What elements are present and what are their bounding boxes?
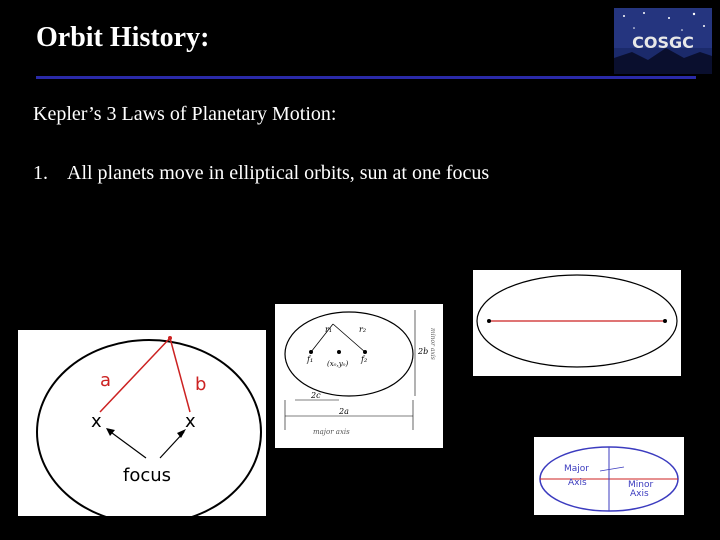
label-r1: r₁ [325, 325, 333, 334]
title-underline [36, 76, 696, 79]
list-text: All planets move in elliptical orbits, sun at one focus [67, 162, 490, 184]
label-2a: 2a [339, 407, 349, 416]
focus-caption: focus [123, 465, 172, 486]
label-center: (x₀,y₀) [327, 360, 349, 368]
label-minor-axis: minor axis [429, 328, 436, 360]
list-number: 1. [33, 162, 48, 184]
focus-marker-right: x [185, 411, 196, 432]
label-2c: 2c [311, 391, 321, 400]
label-minor-axis-word: Axis [630, 489, 649, 499]
label-2b: 2b [418, 347, 429, 356]
cosgc-logo [614, 8, 712, 74]
label-major-axis-word: Axis [568, 478, 587, 488]
label-major-axis: major axis [313, 428, 350, 436]
label-a: a [100, 370, 112, 391]
focus-marker-left: x [91, 411, 102, 432]
major-axis-ellipse-figure [473, 270, 681, 376]
label-minor: Minor [628, 480, 654, 490]
label-f1: f₁ [307, 355, 314, 364]
slide-title: Orbit History: [36, 22, 210, 53]
focus-ellipse-figure [18, 330, 266, 516]
label-b: b [195, 374, 207, 395]
label-r2: r₂ [359, 325, 367, 334]
label-f2: f₂ [361, 355, 368, 364]
label-major: Major [564, 464, 589, 474]
ellipse-dimensions-figure [275, 304, 443, 448]
laws-heading: Kepler’s 3 Laws of Planetary Motion: [33, 103, 337, 125]
axes-labeled-figure [534, 437, 684, 515]
logo-text: COSGC [632, 33, 694, 52]
